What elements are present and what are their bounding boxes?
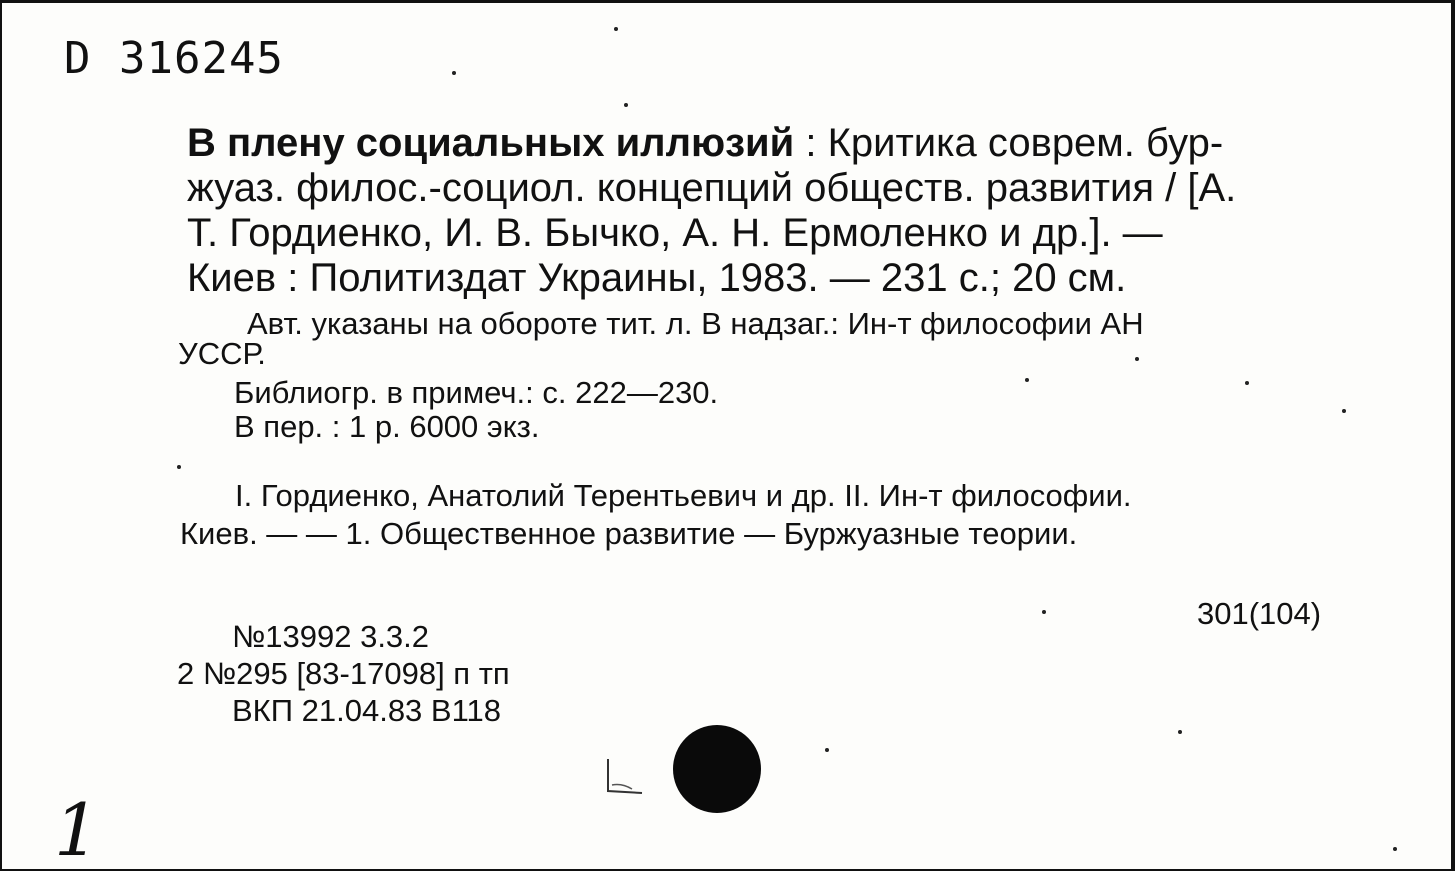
description-line-4: Киев : Политиздат Украины, 1983. — 231 с.; 20 см. bbox=[187, 256, 1127, 300]
punch-hole bbox=[673, 725, 761, 813]
speck bbox=[1245, 381, 1249, 385]
printing-stats bbox=[177, 618, 510, 729]
speck bbox=[1393, 847, 1397, 851]
tracing-line-1: I. Гордиенко, Анатолий Терентьевич и др. II. Ин-т философии. bbox=[235, 478, 1132, 513]
classification-number: 301(104) bbox=[1197, 596, 1322, 631]
call-number: D 316245 bbox=[64, 33, 284, 84]
handwritten-number: 1 bbox=[54, 788, 100, 872]
title-continuation: : Критика соврем. бур- bbox=[794, 121, 1224, 165]
stats-line-2: 2 №295 [83-17098] п тп bbox=[177, 656, 510, 691]
note-authors-cont: УССР. bbox=[178, 336, 266, 371]
stats-line-1: №13992 3.3.2 bbox=[232, 619, 430, 654]
speck bbox=[1135, 357, 1139, 361]
speck bbox=[1342, 409, 1346, 413]
tracing-line-2: Киев. — — 1. Общественное развитие — Буржуазные теории. bbox=[180, 516, 1078, 551]
speck bbox=[624, 103, 628, 107]
speck bbox=[177, 465, 181, 469]
bibliographic-description bbox=[187, 121, 1347, 301]
speck bbox=[1042, 610, 1046, 614]
description-line-3: Т. Гордиенко, И. В. Бычко, А. Н. Ермоленко и др.]. — bbox=[187, 211, 1163, 255]
stats-line-3: ВКП 21.04.83 В118 bbox=[232, 693, 502, 728]
speck bbox=[1178, 730, 1182, 734]
description-line-1 bbox=[187, 121, 1347, 166]
note-binding-price: В пер. : 1 р. 6000 экз. bbox=[234, 409, 540, 444]
speck bbox=[452, 71, 456, 75]
subject-tracings bbox=[180, 477, 1132, 553]
speck bbox=[614, 27, 618, 31]
description-line-2: жуаз. филос.-социол. концепций обществ. развития / [А. bbox=[187, 166, 1237, 210]
speck bbox=[825, 748, 829, 752]
hand-stroke-icon bbox=[602, 755, 646, 799]
book-title: В плену социальных иллюзий bbox=[187, 121, 795, 165]
speck bbox=[1025, 378, 1029, 382]
note-bibliography: Библиогр. в примеч.: с. 222—230. bbox=[234, 375, 719, 410]
note-authors: Авт. указаны на обороте тит. л. В надзаг.: Ин-т философии АН bbox=[247, 306, 1144, 341]
handwritten-mark-icon bbox=[602, 755, 646, 808]
